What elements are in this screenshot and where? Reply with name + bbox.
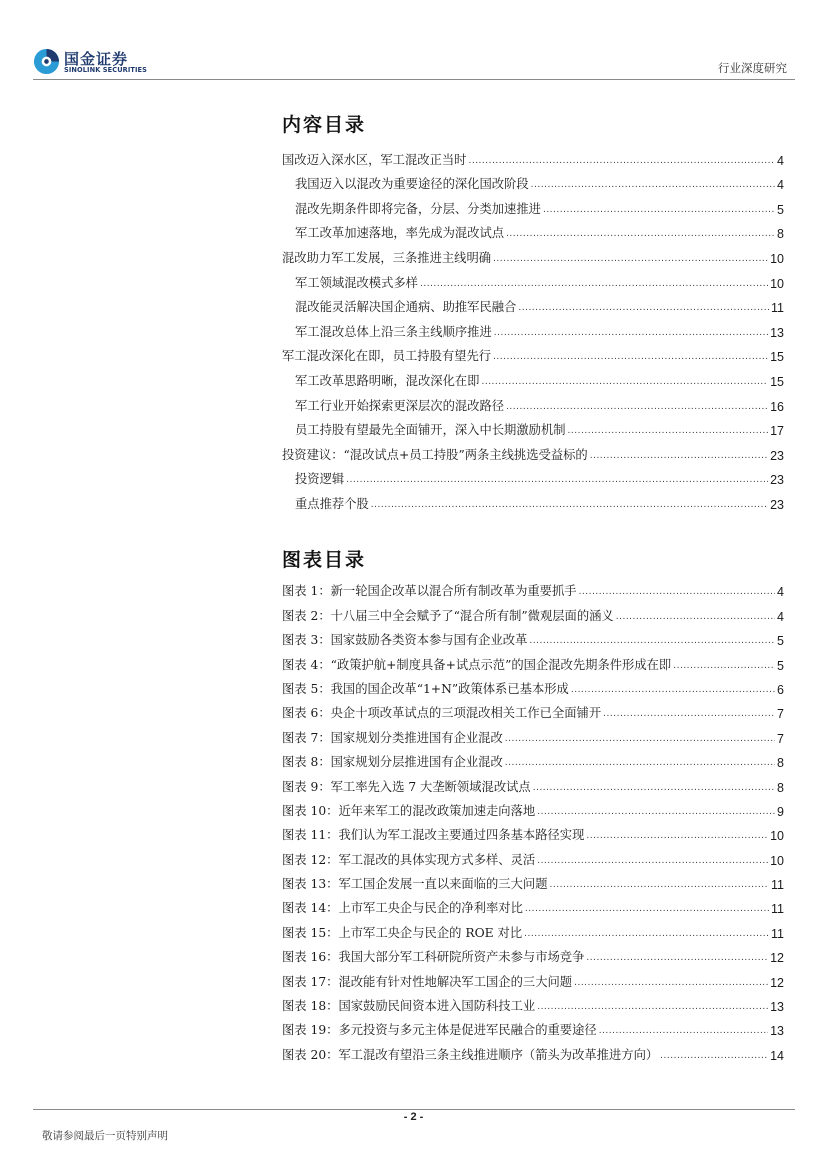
figure-entry-label: 图表 8：国家规划分层推进国有企业混改 bbox=[282, 755, 503, 770]
dot-leader bbox=[505, 756, 775, 770]
page-number: - 2 - bbox=[403, 1111, 424, 1123]
figure-entry-label: 图表 3：国家鼓励各类资本参与国有企业改革 bbox=[282, 633, 528, 648]
toc-entry[interactable] bbox=[282, 168, 784, 193]
figure-entry-page: 12 bbox=[770, 975, 784, 990]
figure-entry-label: 图表 16：我国大部分军工科研院所资产未参与市场竞争 bbox=[282, 950, 585, 965]
figure-entry[interactable] bbox=[282, 575, 784, 599]
figure-entry-page: 11 bbox=[771, 926, 784, 941]
report-type: 行业深度研究 bbox=[718, 61, 787, 75]
logo-chinese-name: 国金证券 bbox=[64, 50, 129, 68]
toc-entry-label: 军工领域混改模式多样 bbox=[295, 275, 418, 290]
figure-entry[interactable] bbox=[282, 624, 784, 648]
dot-leader bbox=[550, 878, 770, 892]
toc-entry[interactable] bbox=[282, 266, 784, 291]
footer-divider bbox=[33, 1109, 795, 1110]
dot-leader bbox=[543, 203, 775, 217]
figure-entry-label: 图表 17：混改能有针对性地解决军工国企的三大问题 bbox=[282, 974, 573, 989]
dot-leader bbox=[371, 498, 768, 512]
toc-entry-page: 10 bbox=[770, 251, 784, 266]
dot-leader bbox=[537, 854, 768, 868]
toc-entry-page: 15 bbox=[770, 374, 784, 389]
toc-entry-label: 军工混改深化在即，员工持股有望先行 bbox=[282, 349, 492, 364]
toc-entry-page: 13 bbox=[770, 325, 784, 340]
dot-leader bbox=[518, 301, 769, 315]
figure-entry[interactable] bbox=[282, 746, 784, 770]
toc-entry[interactable] bbox=[282, 463, 784, 488]
toc-entry-page: 10 bbox=[770, 276, 784, 291]
dot-leader bbox=[494, 326, 768, 340]
figure-entry[interactable] bbox=[282, 770, 784, 794]
figure-entry-label: 图表 13：军工国企发展一直以来面临的三大问题 bbox=[282, 877, 548, 892]
dot-leader bbox=[506, 227, 775, 241]
toc-entry-label: 投资逻辑 bbox=[295, 472, 345, 487]
toc-entry-label: 国改迈入深水区，军工混改正当时 bbox=[282, 152, 467, 167]
figure-entry-label: 图表 9：军工率先入选 7 大垄断领域混改试点 bbox=[282, 779, 531, 794]
figure-entry[interactable] bbox=[282, 916, 784, 940]
toc-entry-page: 17 bbox=[770, 424, 784, 439]
toc-entry[interactable] bbox=[282, 143, 784, 168]
figure-entry-label: 图表 5：我国的国企改革“1+N”政策体系已基本形成 bbox=[282, 681, 569, 696]
toc-entry-page: 4 bbox=[777, 178, 784, 193]
dot-leader bbox=[493, 252, 768, 266]
header-divider bbox=[33, 79, 795, 80]
dot-leader bbox=[533, 781, 775, 795]
figure-entry-page: 11 bbox=[771, 878, 784, 893]
dot-leader bbox=[616, 610, 775, 624]
disclaimer-note: 敬请参阅最后一页特别声明 bbox=[42, 1130, 168, 1142]
figure-entry-page: 7 bbox=[777, 731, 784, 746]
dot-leader bbox=[420, 277, 768, 291]
figure-entry-page: 13 bbox=[770, 1000, 784, 1015]
dot-leader bbox=[574, 976, 768, 990]
figure-entry-label: 图表 6：央企十项改革试点的三项混改相关工作已全面铺开 bbox=[282, 706, 602, 721]
dot-leader bbox=[529, 634, 775, 648]
figure-entry[interactable] bbox=[282, 721, 784, 745]
dot-leader bbox=[537, 805, 775, 819]
toc-entry[interactable] bbox=[282, 487, 784, 512]
company-logo bbox=[33, 46, 153, 78]
toc-entry-label: 重点推荐个股 bbox=[295, 496, 369, 511]
figure-entry-page: 5 bbox=[777, 634, 784, 649]
figure-entry[interactable] bbox=[282, 697, 784, 721]
toc-entry[interactable] bbox=[282, 364, 784, 389]
figure-entry-label: 图表 11：我们认为军工混改主要通过四条基本路径实现 bbox=[282, 828, 585, 843]
figure-entry-label: 图表 12：军工混改的具体实现方式多样、灵活 bbox=[282, 852, 536, 867]
figure-entry-page: 10 bbox=[770, 853, 784, 868]
toc-entry-label: 员工持股有望最先全面铺开，深入中长期激励机制 bbox=[295, 423, 566, 438]
toc-entry-label: 军工行业开始探索更深层次的混改路径 bbox=[295, 398, 505, 413]
toc-entry[interactable] bbox=[282, 315, 784, 340]
figure-entry[interactable] bbox=[282, 892, 784, 916]
dot-leader bbox=[537, 1000, 768, 1014]
toc-entry[interactable] bbox=[282, 192, 784, 217]
figure-entry[interactable] bbox=[282, 648, 784, 672]
toc-entry-label: 我国迈入以混改为重要途径的深化国改阶段 bbox=[295, 177, 529, 192]
toc-entry[interactable] bbox=[282, 438, 784, 463]
dot-leader bbox=[586, 951, 768, 965]
dot-leader bbox=[493, 350, 768, 364]
figure-entry-page: 7 bbox=[777, 707, 784, 722]
dot-leader bbox=[590, 449, 768, 463]
toc-entry[interactable] bbox=[282, 291, 784, 316]
toc-entry-label: 混改先期条件即将完备，分层、分类加速推进 bbox=[295, 201, 541, 216]
toc-entry-page: 15 bbox=[770, 350, 784, 365]
figures-list bbox=[282, 575, 784, 1063]
toc-entry-label: 混改能灵活解决国企通病、助推军民融合 bbox=[295, 300, 517, 315]
dot-leader bbox=[346, 473, 768, 487]
figure-entry-label: 图表 2：十八届三中全会赋予了“混合所有制”微观层面的涵义 bbox=[282, 608, 614, 623]
figure-entry[interactable] bbox=[282, 819, 784, 843]
dot-leader bbox=[531, 178, 775, 192]
toc-list bbox=[282, 143, 784, 512]
dot-leader bbox=[568, 424, 769, 438]
dot-leader bbox=[599, 1024, 768, 1038]
dot-leader bbox=[579, 585, 775, 599]
figure-entry[interactable] bbox=[282, 599, 784, 623]
toc-entry-label: 混改助力军工发展，三条推进主线明确 bbox=[282, 250, 492, 265]
dot-leader bbox=[525, 902, 769, 916]
toc-entry-page: 23 bbox=[770, 448, 784, 463]
figure-entry[interactable] bbox=[282, 795, 784, 819]
figure-entry-page: 11 bbox=[771, 902, 784, 917]
toc-entry-label: 投资建议：“混改试点+员工持股”两条主线挑选受益标的 bbox=[282, 447, 588, 462]
figure-entry-label: 图表 10：近年来军工的混改政策加速走向落地 bbox=[282, 803, 536, 818]
toc-entry-label: 军工改革思路明晰，混改深化在即 bbox=[295, 373, 480, 388]
toc-entry-page: 5 bbox=[777, 202, 784, 217]
figure-entry-page: 4 bbox=[777, 585, 784, 600]
figure-entry[interactable] bbox=[282, 1038, 784, 1062]
figure-entry-page: 14 bbox=[770, 1048, 784, 1063]
toc-entry-page: 8 bbox=[777, 227, 784, 242]
figure-entry[interactable] bbox=[282, 868, 784, 892]
figure-entry-page: 8 bbox=[777, 756, 784, 771]
figure-entry[interactable] bbox=[282, 1014, 784, 1038]
toc-entry[interactable] bbox=[282, 389, 784, 414]
figure-entry-page: 5 bbox=[777, 658, 784, 673]
dot-leader bbox=[571, 683, 775, 697]
figure-entry-page: 9 bbox=[777, 804, 784, 819]
figure-entry-page: 12 bbox=[770, 951, 784, 966]
dot-leader bbox=[506, 400, 768, 414]
toc-entry-page: 11 bbox=[771, 301, 784, 316]
toc-entry[interactable] bbox=[282, 340, 784, 365]
toc-entry-label: 军工改革加速落地，率先成为混改试点 bbox=[295, 226, 505, 241]
figure-entry[interactable] bbox=[282, 941, 784, 965]
sinolink-logo-icon bbox=[33, 48, 60, 75]
figure-entry-label: 图表 7：国家规划分类推进国有企业混改 bbox=[282, 730, 503, 745]
figure-entry-page: 8 bbox=[777, 780, 784, 795]
figure-entry-page: 6 bbox=[777, 682, 784, 697]
dot-leader bbox=[505, 732, 775, 746]
toc-entry[interactable] bbox=[282, 241, 784, 266]
dot-leader bbox=[524, 927, 769, 941]
figure-entry-label: 图表 4：“政策护航+制度具备+试点示范”的国企混改先期条件形成在即 bbox=[282, 657, 672, 672]
figure-entry[interactable] bbox=[282, 990, 784, 1014]
figure-entry-label: 图表 14：上市军工央企与民企的净利率对比 bbox=[282, 901, 523, 916]
figure-entry[interactable] bbox=[282, 673, 784, 697]
figure-entry-label: 图表 19：多元投资与多元主体是促进军民融合的重要途径 bbox=[282, 1023, 597, 1038]
toc-entry-page: 23 bbox=[770, 497, 784, 512]
dot-leader bbox=[660, 1049, 768, 1063]
toc-entry[interactable] bbox=[282, 414, 784, 439]
toc-entry[interactable] bbox=[282, 217, 784, 242]
figure-entry[interactable] bbox=[282, 965, 784, 989]
toc-entry-label: 军工混改总体上沿三条主线顺序推进 bbox=[295, 324, 492, 339]
figure-entry[interactable] bbox=[282, 843, 784, 867]
toc-title: 内容目录 bbox=[282, 114, 367, 136]
figure-entry-label: 图表 1：新一轮国企改革以混合所有制改革为重要抓手 bbox=[282, 584, 577, 599]
dot-leader bbox=[468, 154, 775, 168]
toc-entry-page: 23 bbox=[770, 473, 784, 488]
figure-entry-page: 4 bbox=[777, 609, 784, 624]
figure-entry-page: 10 bbox=[770, 829, 784, 844]
page-header bbox=[0, 0, 827, 80]
toc-entry-page: 4 bbox=[777, 153, 784, 168]
figure-entry-label: 图表 18：国家鼓励民间资本进入国防科技工业 bbox=[282, 999, 536, 1014]
dot-leader bbox=[586, 829, 768, 843]
figures-title: 图表目录 bbox=[282, 549, 367, 571]
logo-english-name: SINOLINK SECURITIES bbox=[64, 66, 147, 74]
figure-entry-label: 图表 20：军工混改有望沿三条主线推进顺序（箭头为改革推进方向） bbox=[282, 1047, 659, 1062]
dot-leader bbox=[673, 659, 775, 673]
figure-entry-page: 13 bbox=[770, 1024, 784, 1039]
dot-leader bbox=[481, 375, 768, 389]
figure-entry-label: 图表 15：上市军工央企与民企的 ROE 对比 bbox=[282, 925, 523, 940]
dot-leader bbox=[603, 707, 775, 721]
toc-entry-page: 16 bbox=[770, 399, 784, 414]
